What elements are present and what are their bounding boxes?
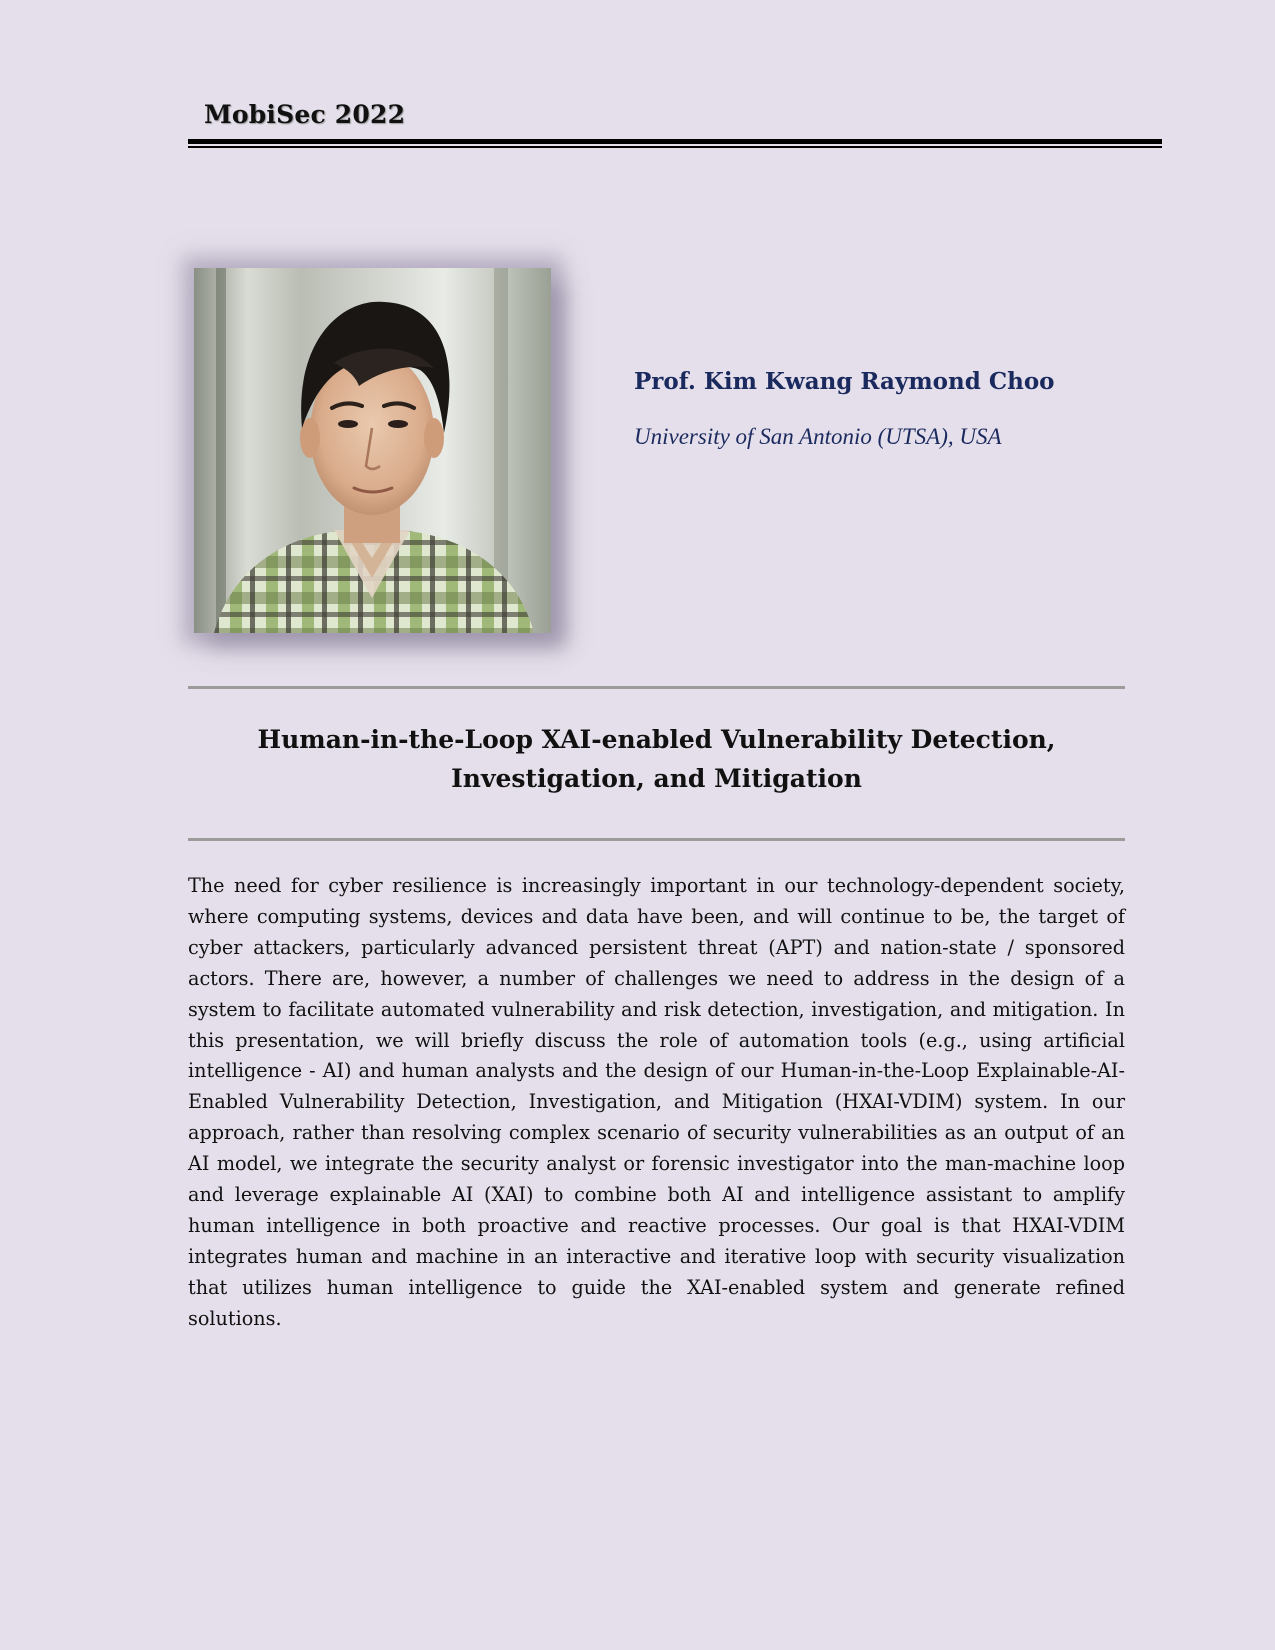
talk-abstract: The need for cyber resilience is increasingly important in our technology-dependent society, where computing systems, devices and data have been, and will continue to be, the target of cyber attackers, particularly advanced persistent threat (APT) and nation-state / sponsored actors. There are, however, a number of challenges we need to address in the design of a system to facilitate automated vulnerability and risk detection, investigation, and mitigation. In this presentation, we will briefly discuss the role of automation tools (e.g., using artificial intelligence - AI) and human analysts and the design of our Human-in-the-Loop Explainable-AI-Enabled Vulnerability Detection, Investigation, and Mitigation (HXAI-VDIM) system. In our approach, rather than resolving complex scenario of security vulnerabilities as an output of an AI model, we integrate the security analyst or forensic investigator into the man-machine loop and leverage explainable AI (XAI) to combine both AI and intelligence assistant to amplify human intelligence in both proactive and reactive processes. Our goal is that HXAI-VDIM integrates human and machine in an interactive and iterative loop with security visualization that utilizes human intelligence to guide the XAI-enabled system and generate refined solutions.	[188, 874, 1125, 1330]
speaker-affiliation: University of San Antonio (UTSA), USA	[634, 424, 1002, 449]
header-double-rule	[188, 139, 1162, 149]
title-bottom-divider	[188, 838, 1125, 841]
talk-title-line-2: Investigation, and Mitigation	[451, 764, 862, 793]
conference-title: MobiSec 2022	[204, 100, 406, 129]
talk-title-line-1: Human-in-the-Loop XAI-enabled Vulnerability Detection,	[257, 725, 1056, 754]
speaker-name: Prof. Kim Kwang Raymond Choo	[634, 368, 1055, 395]
talk-title	[188, 720, 1125, 798]
speaker-portrait-icon	[194, 268, 551, 633]
speaker-photo	[194, 268, 551, 633]
title-top-divider	[188, 686, 1125, 689]
